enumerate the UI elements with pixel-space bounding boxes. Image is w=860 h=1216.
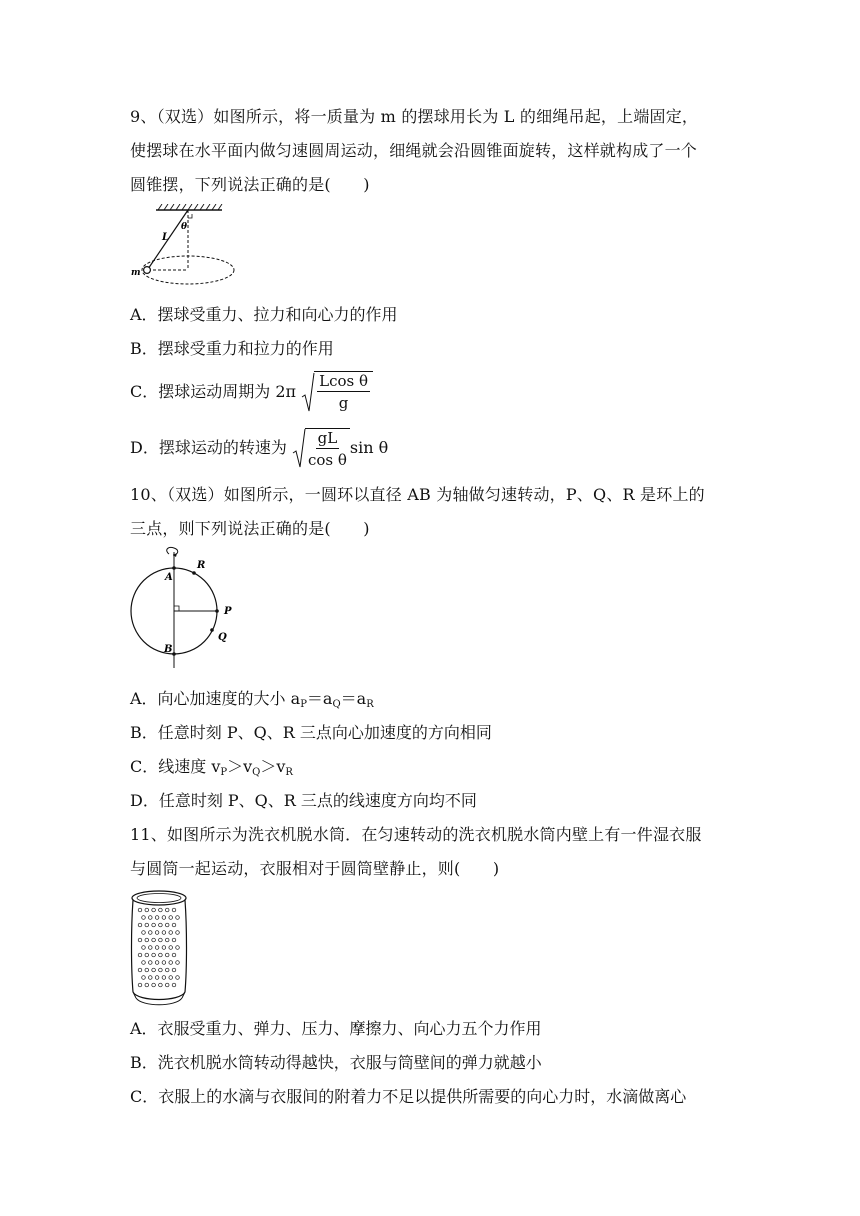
subscript-q: Q <box>332 699 341 710</box>
subscript-q: Q <box>252 767 261 778</box>
drum-hole <box>162 931 166 935</box>
drum-hole <box>149 931 153 935</box>
q9-option-c <box>130 370 373 414</box>
drum-hole <box>162 946 166 950</box>
q9-option-c-numerator: Lcos θ <box>319 372 369 391</box>
right-angle-mark <box>188 214 192 218</box>
q10-option-a <box>130 688 374 716</box>
drum-hole <box>152 953 156 957</box>
conical-pendulum-figure <box>128 204 240 290</box>
drum-hole <box>165 968 169 972</box>
point-b <box>172 652 176 656</box>
drum-hole <box>169 976 173 980</box>
point-p <box>215 609 219 613</box>
q9-option-d-suffix: sin θ <box>349 438 389 457</box>
point-r <box>192 571 196 575</box>
q9-option-d <box>130 424 388 472</box>
subscript-r: R <box>366 699 374 710</box>
q9-stem-line2: 使摆球在水平面内做匀速圆周运动，细绳就会沿圆锥面旋转，这样就构成了一个 <box>130 141 698 160</box>
q9-option-c-radical <box>301 370 373 415</box>
drum-hole <box>138 968 142 972</box>
drum-hole <box>172 983 176 987</box>
q11-option-b: B．洗衣机脱水筒转动得越快，衣服与筒壁间的弹力就越小 <box>130 1053 542 1072</box>
q10-option-d: D．任意时刻 P、Q、R 三点的线速度方向均不同 <box>130 791 477 810</box>
q11-stem-line1: 11、如图所示为洗衣机脱水筒．在匀速转动的洗衣机脱水筒内壁上有一件湿衣服 <box>130 825 702 844</box>
drum-hole <box>155 976 159 980</box>
drum-hole <box>169 916 173 920</box>
drum-hole <box>172 968 176 972</box>
q9-option-a: A．摆球受重力、拉力和向心力的作用 <box>130 305 398 324</box>
drum-hole <box>138 923 142 927</box>
q10-option-b: B．任意时刻 P、Q、R 三点向心加速度的方向相同 <box>130 723 492 742</box>
label-m: m <box>131 268 141 278</box>
drum-hole <box>152 923 156 927</box>
q9-option-c-denominator: g <box>338 394 349 413</box>
drum-hole <box>138 908 142 912</box>
drum-hole <box>138 953 142 957</box>
drum-hole <box>152 968 156 972</box>
drum-hole <box>172 938 176 942</box>
drum-hole <box>142 976 146 980</box>
drum-hole <box>169 946 173 950</box>
washing-machine-drum-figure <box>128 888 190 1010</box>
drum-hole <box>176 931 180 935</box>
drum-hole <box>165 908 169 912</box>
drum-hole <box>159 908 163 912</box>
drum-hole <box>159 923 163 927</box>
drum-hole <box>165 983 169 987</box>
drum-hole <box>145 968 149 972</box>
drum-hole <box>155 946 159 950</box>
drum-hole <box>162 916 166 920</box>
rotating-ring-figure <box>128 546 240 668</box>
drum-hole <box>162 976 166 980</box>
drum-hole <box>149 946 153 950</box>
drum-hole <box>145 983 149 987</box>
drum-hole <box>149 961 153 965</box>
drum-hole <box>165 923 169 927</box>
drum-hole <box>169 961 173 965</box>
drum-hole <box>176 976 180 980</box>
drum-hole <box>176 916 180 920</box>
drum-hole <box>159 938 163 942</box>
drum-hole <box>172 908 176 912</box>
drum-hole <box>142 931 146 935</box>
drum-hole <box>152 938 156 942</box>
drum-hole <box>145 923 149 927</box>
q9-option-b: B．摆球受重力和拉力的作用 <box>130 339 334 358</box>
drum-hole <box>159 983 163 987</box>
drum-hole <box>145 953 149 957</box>
subscript-p: P <box>300 699 307 710</box>
subscript-r: R <box>285 767 293 778</box>
drum-hole <box>145 908 149 912</box>
drum-hole <box>155 916 159 920</box>
radical-sign-icon <box>292 427 306 471</box>
drum-hole <box>176 961 180 965</box>
drum-holes <box>138 908 179 987</box>
drum-hole <box>162 961 166 965</box>
q11-option-a: A．衣服受重力、弹力、压力、摩擦力、向心力五个力作用 <box>130 1019 542 1038</box>
drum-hole <box>145 938 149 942</box>
drum-hole <box>149 916 153 920</box>
q10-option-c-gt2: ＞v <box>260 757 286 776</box>
q9-option-d-radical <box>292 425 350 473</box>
drum-hole <box>165 953 169 957</box>
drum-hole <box>152 983 156 987</box>
q10-option-c-text: C．线速度 v <box>130 757 221 776</box>
drum-hole <box>138 983 142 987</box>
drum-hole <box>159 968 163 972</box>
ceiling-hatch <box>158 204 222 210</box>
q9-stem-line1: 9、（双选）如图所示，将一质量为 m 的摆球用长为 L 的细绳吊起，上端固定， <box>130 107 699 126</box>
label-R: R <box>197 560 206 571</box>
q9-option-d-denominator: cos θ <box>307 450 347 469</box>
drum-hole <box>138 938 142 942</box>
q9-option-d-text: D．摆球运动的转速为 <box>130 438 287 457</box>
drum-hole <box>155 961 159 965</box>
drum-hole <box>149 976 153 980</box>
drum-hole <box>142 961 146 965</box>
drum-hole <box>152 908 156 912</box>
drum-hole <box>155 931 159 935</box>
drum-hole <box>169 931 173 935</box>
q9-stem-line3: 圆锥摆，下列说法正确的是( ) <box>130 175 370 194</box>
label-theta: θ <box>181 222 188 232</box>
pendulum-ball <box>144 267 151 274</box>
q10-stem-line2: 三点，则下列说法正确的是( ) <box>130 519 370 538</box>
q10-option-a-eq1: ＝a <box>306 689 333 708</box>
drum-hole <box>176 946 180 950</box>
drum-hole <box>172 953 176 957</box>
drum-hole <box>165 938 169 942</box>
drum-hole <box>172 923 176 927</box>
q10-option-c <box>130 756 293 784</box>
q10-option-a-eq2: ＝a <box>340 689 367 708</box>
subscript-p: P <box>220 767 228 778</box>
label-Q: Q <box>218 632 227 643</box>
label-A: A <box>165 572 173 583</box>
drum-hole <box>142 916 146 920</box>
drum-top-rim <box>132 891 186 905</box>
point-a <box>172 566 176 570</box>
q9-option-d-numerator: gL <box>317 428 338 447</box>
label-L: L <box>162 232 170 243</box>
point-q <box>210 628 214 632</box>
q10-option-c-gt1: ＞v <box>227 757 253 776</box>
q11-stem-line2: 与圆筒一起运动，衣服相对于圆筒壁静止，则( ) <box>130 859 500 878</box>
q9-option-c-text: C．摆球运动周期为 2π <box>130 382 297 401</box>
label-P: P <box>224 606 232 617</box>
q10-option-a-text: A．向心加速度的大小 a <box>130 689 301 708</box>
drum-hole <box>159 953 163 957</box>
radical-sign-icon <box>301 371 315 415</box>
q10-stem-line1: 10、（双选）如图所示，一圆环以直径 AB 为轴做匀速转动，P、Q、R 是环上的 <box>130 485 705 504</box>
drum-hole <box>142 946 146 950</box>
right-angle-mark <box>174 606 179 611</box>
q11-option-c: C．衣服上的水滴与衣服间的附着力不足以提供所需要的向心力时，水滴做离心 <box>130 1087 687 1106</box>
label-B: B <box>164 644 173 655</box>
